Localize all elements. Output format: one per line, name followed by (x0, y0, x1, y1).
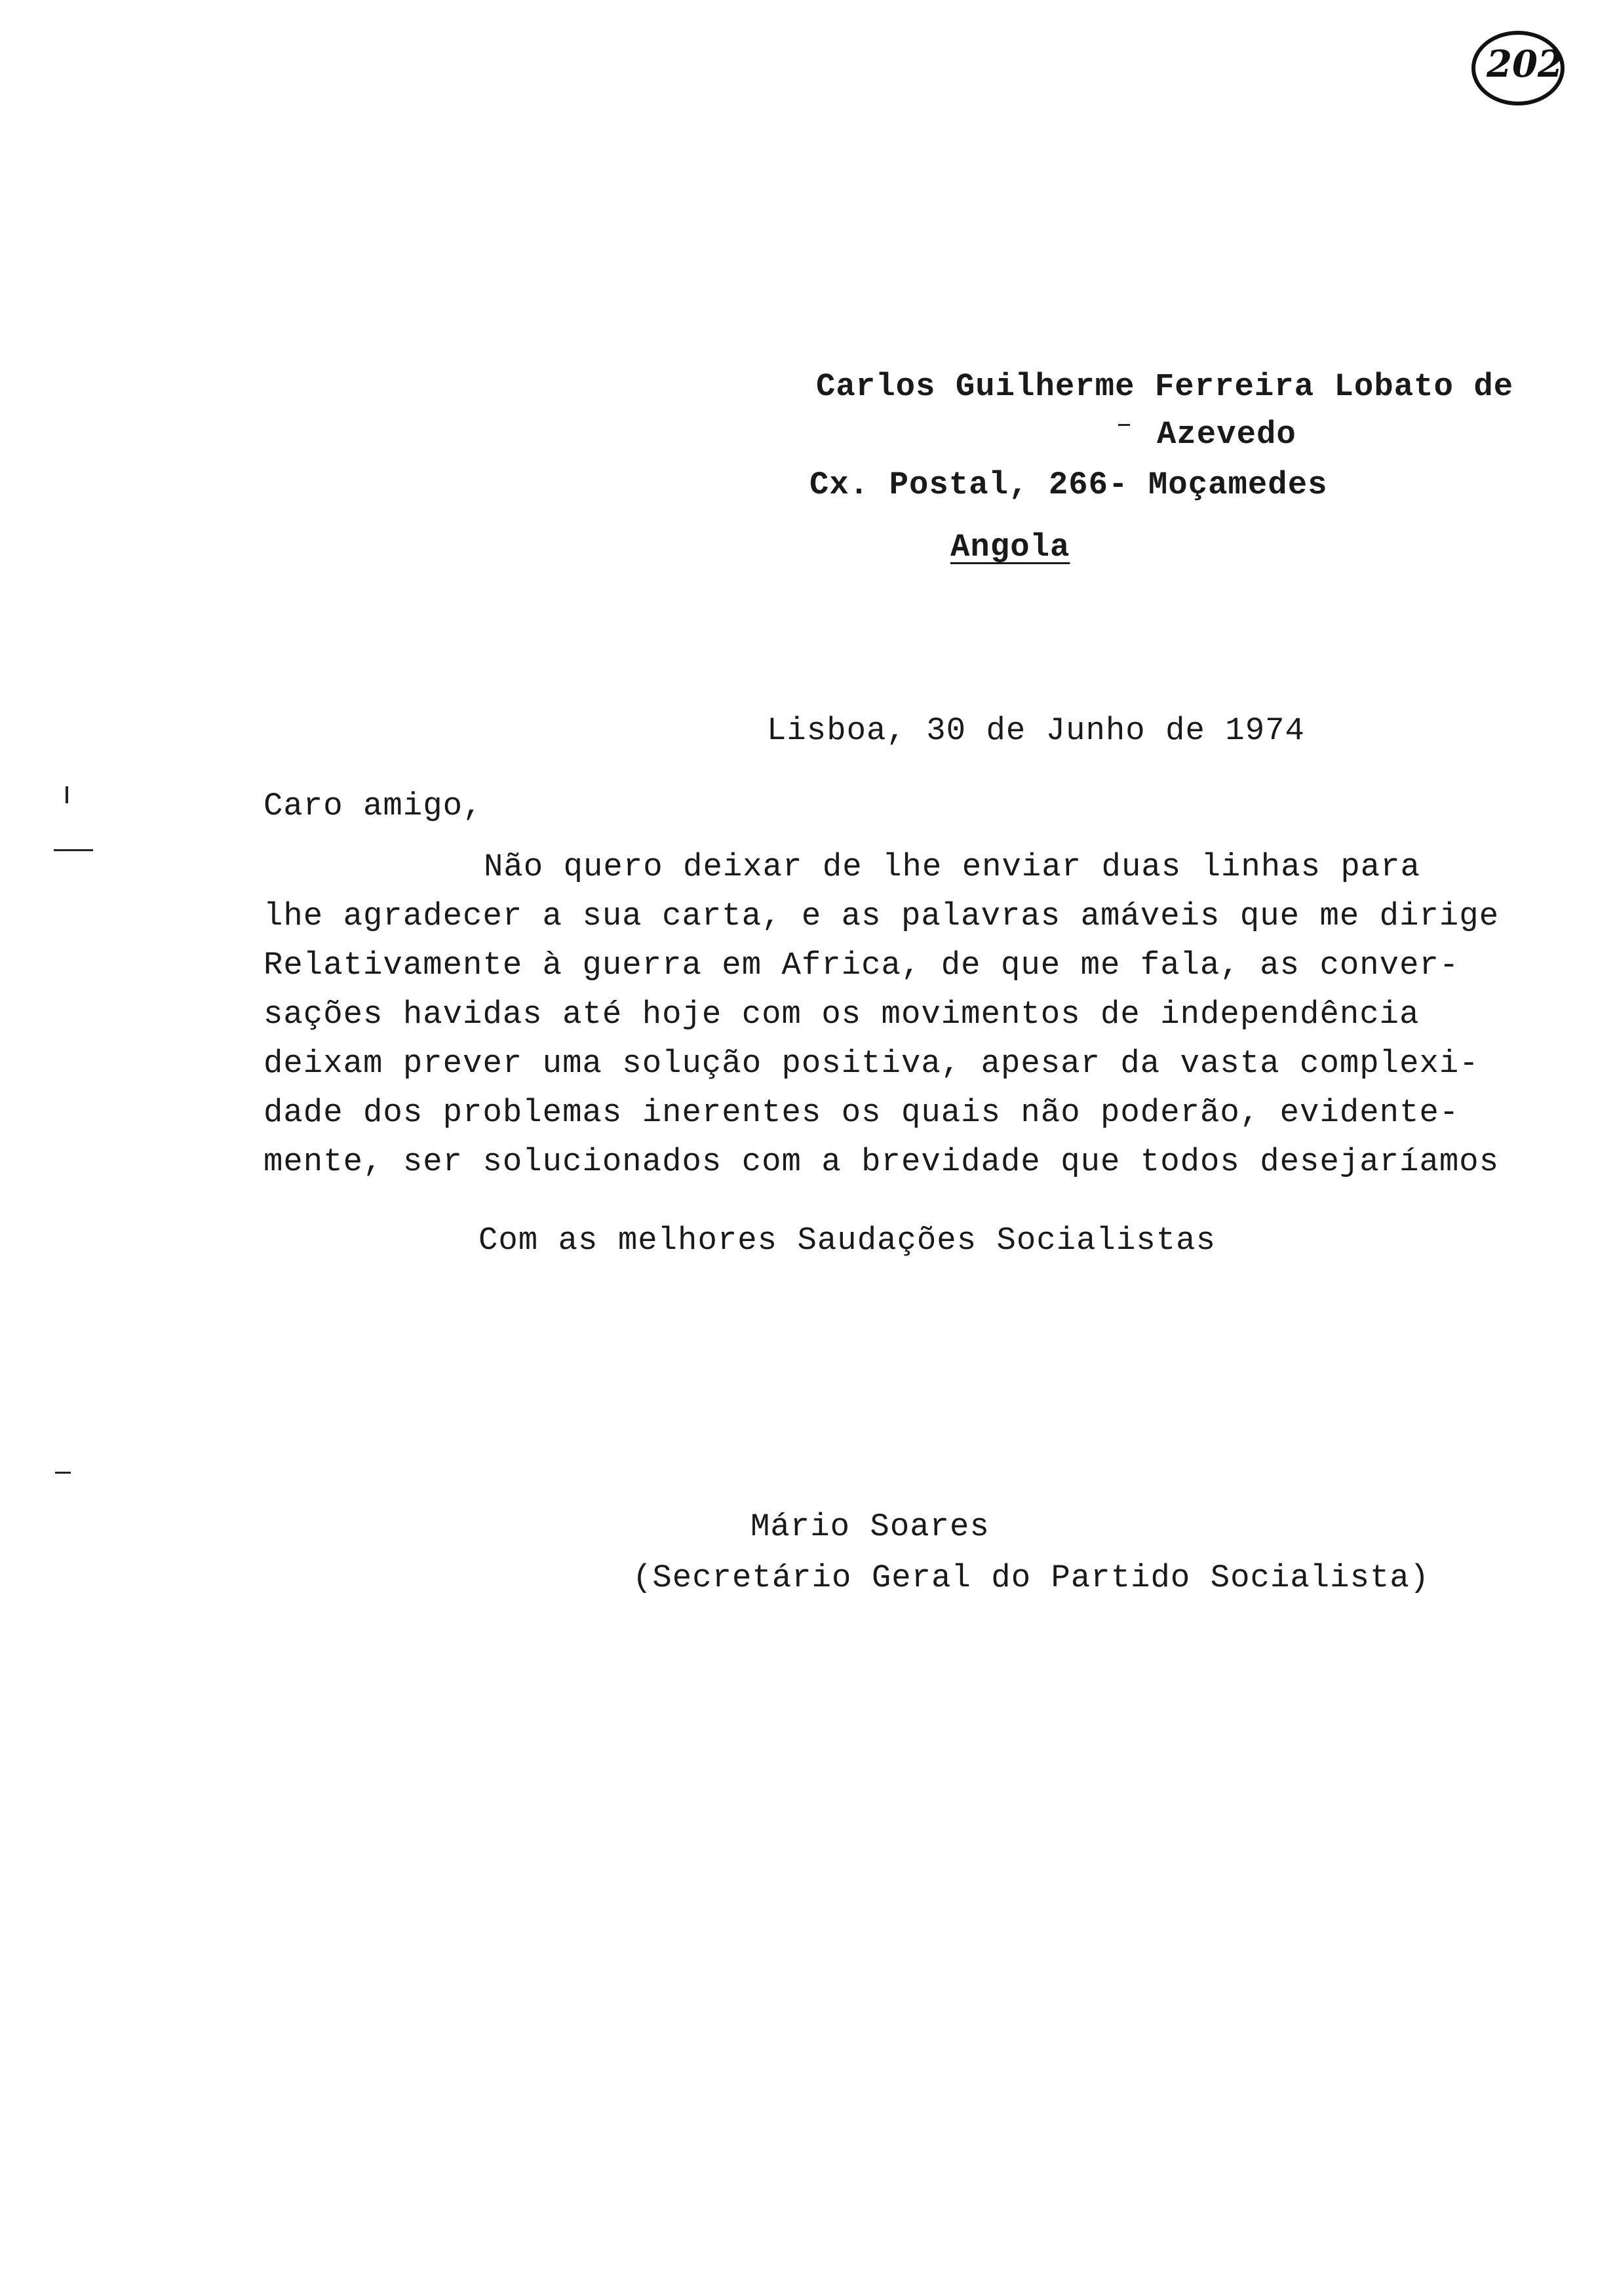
signature-title: (Secretário Geral do Partido Socialista) (632, 1559, 1430, 1596)
signature-name: Mário Soares (750, 1508, 990, 1545)
recipient-line-2: Azevedo (1157, 416, 1296, 453)
body-line-2: lhe agradecer a sua carta, e as palavras amáveis que me dirige (263, 898, 1500, 934)
margin-mark (1118, 424, 1130, 426)
page-number: 202 (1487, 43, 1563, 86)
body-line-4: sações havidas até hoje com os movimentos de independência (263, 996, 1420, 1033)
body-line-5: deixam prever uma solução positiva, apesar da vasta complexi- (263, 1045, 1479, 1082)
margin-mark (55, 1472, 71, 1474)
closing: Com as melhores Saudações Socialistas (478, 1222, 1216, 1259)
body-line-1: Não quero deixar de lhe enviar duas linhas para (484, 849, 1421, 885)
letter-date: Lisboa, 30 de Junho de 1974 (767, 712, 1305, 749)
body-line-3: Relativamente à guerra em Africa, de que me fala, as conver- (263, 947, 1460, 984)
recipient-line-1: Carlos Guilherme Ferreira Lobato de (816, 368, 1514, 405)
body-line-7: mente, ser solucionados com a brevidade que todos desejaríamos (263, 1143, 1500, 1180)
recipient-line-3: Cx. Postal, 266- Moçamedes (809, 467, 1328, 503)
body-line-6: dade dos problemas inerentes os quais não poderão, evidente- (263, 1094, 1460, 1131)
greeting: Caro amigo, (263, 788, 483, 824)
recipient-line-4: Angola (950, 529, 1070, 565)
margin-mark (54, 849, 93, 851)
margin-mark (66, 786, 68, 803)
